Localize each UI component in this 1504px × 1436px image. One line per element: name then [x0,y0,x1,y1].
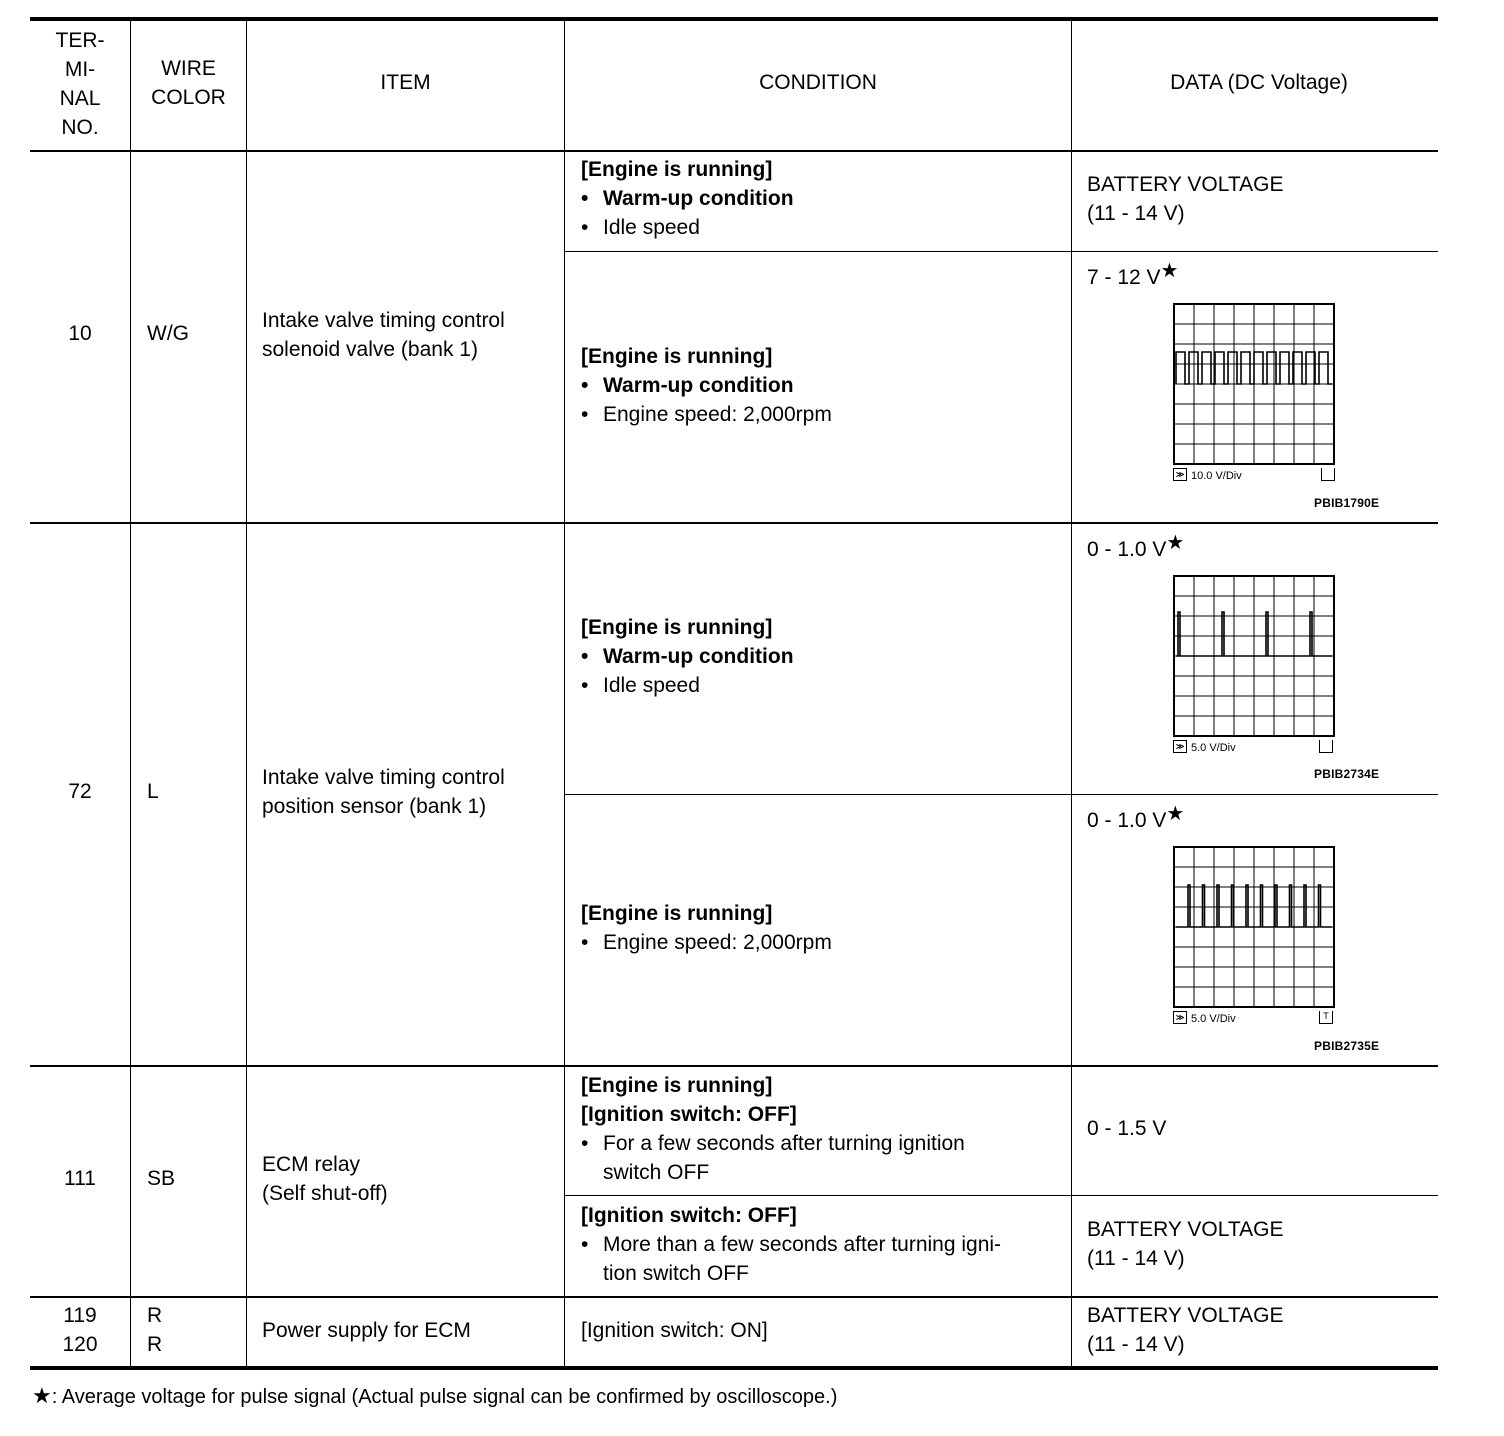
scope-corner-icon [1321,468,1335,481]
header-text: NAL [59,87,101,110]
header-rule [30,150,1438,152]
scope-scale-label: 5.0 V/Div [1191,1013,1236,1025]
row-divider [30,522,1438,524]
data-line: 7 - 12 V [1087,266,1161,289]
row-divider [564,794,1438,795]
item-line: solenoid valve (bank 1) [262,338,478,361]
header-text: NO. [61,116,99,139]
condition-heading: [Engine is running] [581,1074,773,1097]
wire-color: L [147,780,159,803]
item-text [262,306,505,364]
data-line: (11 - 14 V) [1087,1247,1185,1270]
data-line: BATTERY VOLTAGE [1087,1218,1284,1241]
data-value [1087,260,1179,292]
terminal-no: 72 [68,780,92,803]
header-item: ITEM [380,71,431,94]
wire-color: W/G [147,322,189,345]
condition-bullet: • Idle speed [581,213,794,242]
scope-scale-label: 10.0 V/Div [1191,470,1242,482]
terminal-line: 119 [63,1304,97,1327]
data-value [1087,803,1185,835]
oscilloscope-waveform [1172,574,1338,756]
condition-heading: [Ignition switch: OFF] [581,1204,797,1227]
waveform-graph [1172,845,1338,1027]
header-condition: CONDITION [759,71,877,94]
terminal-no: 10 [68,322,92,345]
footnote [32,1383,837,1409]
condition-bullet [581,1230,1001,1288]
data-value [1087,1215,1283,1273]
item-line: Intake valve timing control [262,766,505,789]
data-value [1087,170,1283,228]
header-text: TER- [55,29,105,52]
waveform-graph [1172,574,1338,756]
data-value [1087,1301,1283,1359]
condition-heading: [Engine is running] [581,902,773,925]
column-divider [1071,21,1072,1366]
wire-line: R [147,1333,163,1356]
condition-text [581,155,794,242]
star-icon: ★ [1160,260,1179,282]
data-line: (11 - 14 V) [1087,1333,1185,1356]
column-divider [564,21,565,1366]
figure-code: PBIB2735E [1314,1039,1380,1053]
condition-text [581,342,832,429]
condition-bullet: • Engine speed: 2,000rpm [581,928,832,957]
wire-color: SB [147,1167,176,1190]
column-divider [130,21,131,1366]
column-divider [246,21,247,1366]
item-text [262,1150,388,1208]
data-line: 0 - 1.0 V [1087,538,1167,561]
header-terminal-no [30,26,130,142]
data-line: BATTERY VOLTAGE [1087,1304,1284,1327]
data-line: BATTERY VOLTAGE [1087,173,1284,196]
star-icon: ★ [32,1383,52,1408]
scope-scale-label: 5.0 V/Div [1191,742,1236,754]
header-data: DATA (DC Voltage) [1170,71,1348,94]
condition-heading: [Engine is running] [581,345,773,368]
wire-color [147,1301,162,1359]
table-bottom-rule [30,1366,1438,1370]
condition-bullet-line: switch OFF [603,1161,710,1184]
footnote-text: : Average voltage for pulse signal (Actual pulse signal can be confirmed by oscilloscope.) [51,1386,838,1408]
item-line: ECM relay [262,1153,361,1176]
oscilloscope-waveform [1172,845,1338,1027]
waveform-graph [1172,302,1338,484]
wire-line: R [147,1304,163,1327]
data-value: 0 - 1.5 V [1087,1117,1167,1140]
condition-bullet-line: • More than a few seconds after turning igni- [603,1233,1002,1256]
data-line: 0 - 1.0 V [1087,809,1167,832]
row-divider [30,1296,1438,1298]
condition-text [581,613,794,700]
item-text [262,763,505,821]
header-wire-color [131,54,246,112]
condition-bullet-line: tion switch OFF [603,1262,749,1285]
condition-bullet: • Warm-up condition [581,184,794,213]
header-text: MI- [64,58,96,81]
condition-bullet: • Idle speed [581,671,794,700]
condition-bullet [581,1129,965,1187]
condition-text [581,1071,965,1187]
condition-bullet: • Warm-up condition [581,371,832,400]
terminal-no: 111 [64,1167,96,1190]
condition-heading: [Engine is running] [581,616,773,639]
row-divider [564,251,1438,252]
terminal-line: 120 [62,1333,98,1356]
item-text: Power supply for ECM [262,1319,471,1342]
figure-code: PBIB1790E [1314,496,1380,510]
condition-bullet-line: • For a few seconds after turning ignition [603,1132,965,1155]
header-text: WIRE [161,57,216,80]
scope-range-icon: ≫ [1173,1011,1187,1024]
row-divider [564,1195,1438,1196]
table-top-rule [30,17,1438,21]
scope-corner-icon [1319,740,1333,753]
scope-range-icon: ≫ [1173,740,1187,753]
item-line: Intake valve timing control [262,309,505,332]
data-line: (11 - 14 V) [1087,202,1185,225]
condition-text [581,1201,1001,1288]
scope-range-icon: ≫ [1173,468,1187,481]
condition-heading: [Ignition switch: OFF] [581,1103,797,1126]
condition-bullet: • Warm-up condition [581,642,794,671]
row-divider [30,1065,1438,1067]
star-icon: ★ [1166,532,1185,554]
figure-code: PBIB2734E [1314,767,1380,781]
condition-bullet: • Engine speed: 2,000rpm [581,400,832,429]
data-value [1087,532,1185,564]
condition-heading: [Engine is running] [581,158,773,181]
scope-trigger-icon: T [1319,1011,1333,1024]
terminal-no [30,1301,130,1359]
star-icon: ★ [1166,803,1185,825]
item-line: position sensor (bank 1) [262,795,487,818]
oscilloscope-waveform [1172,302,1338,484]
item-line: (Self shut-off) [262,1182,388,1205]
condition-text [581,899,832,957]
header-text: COLOR [151,86,226,109]
condition-heading: [Ignition switch: ON] [581,1319,768,1342]
